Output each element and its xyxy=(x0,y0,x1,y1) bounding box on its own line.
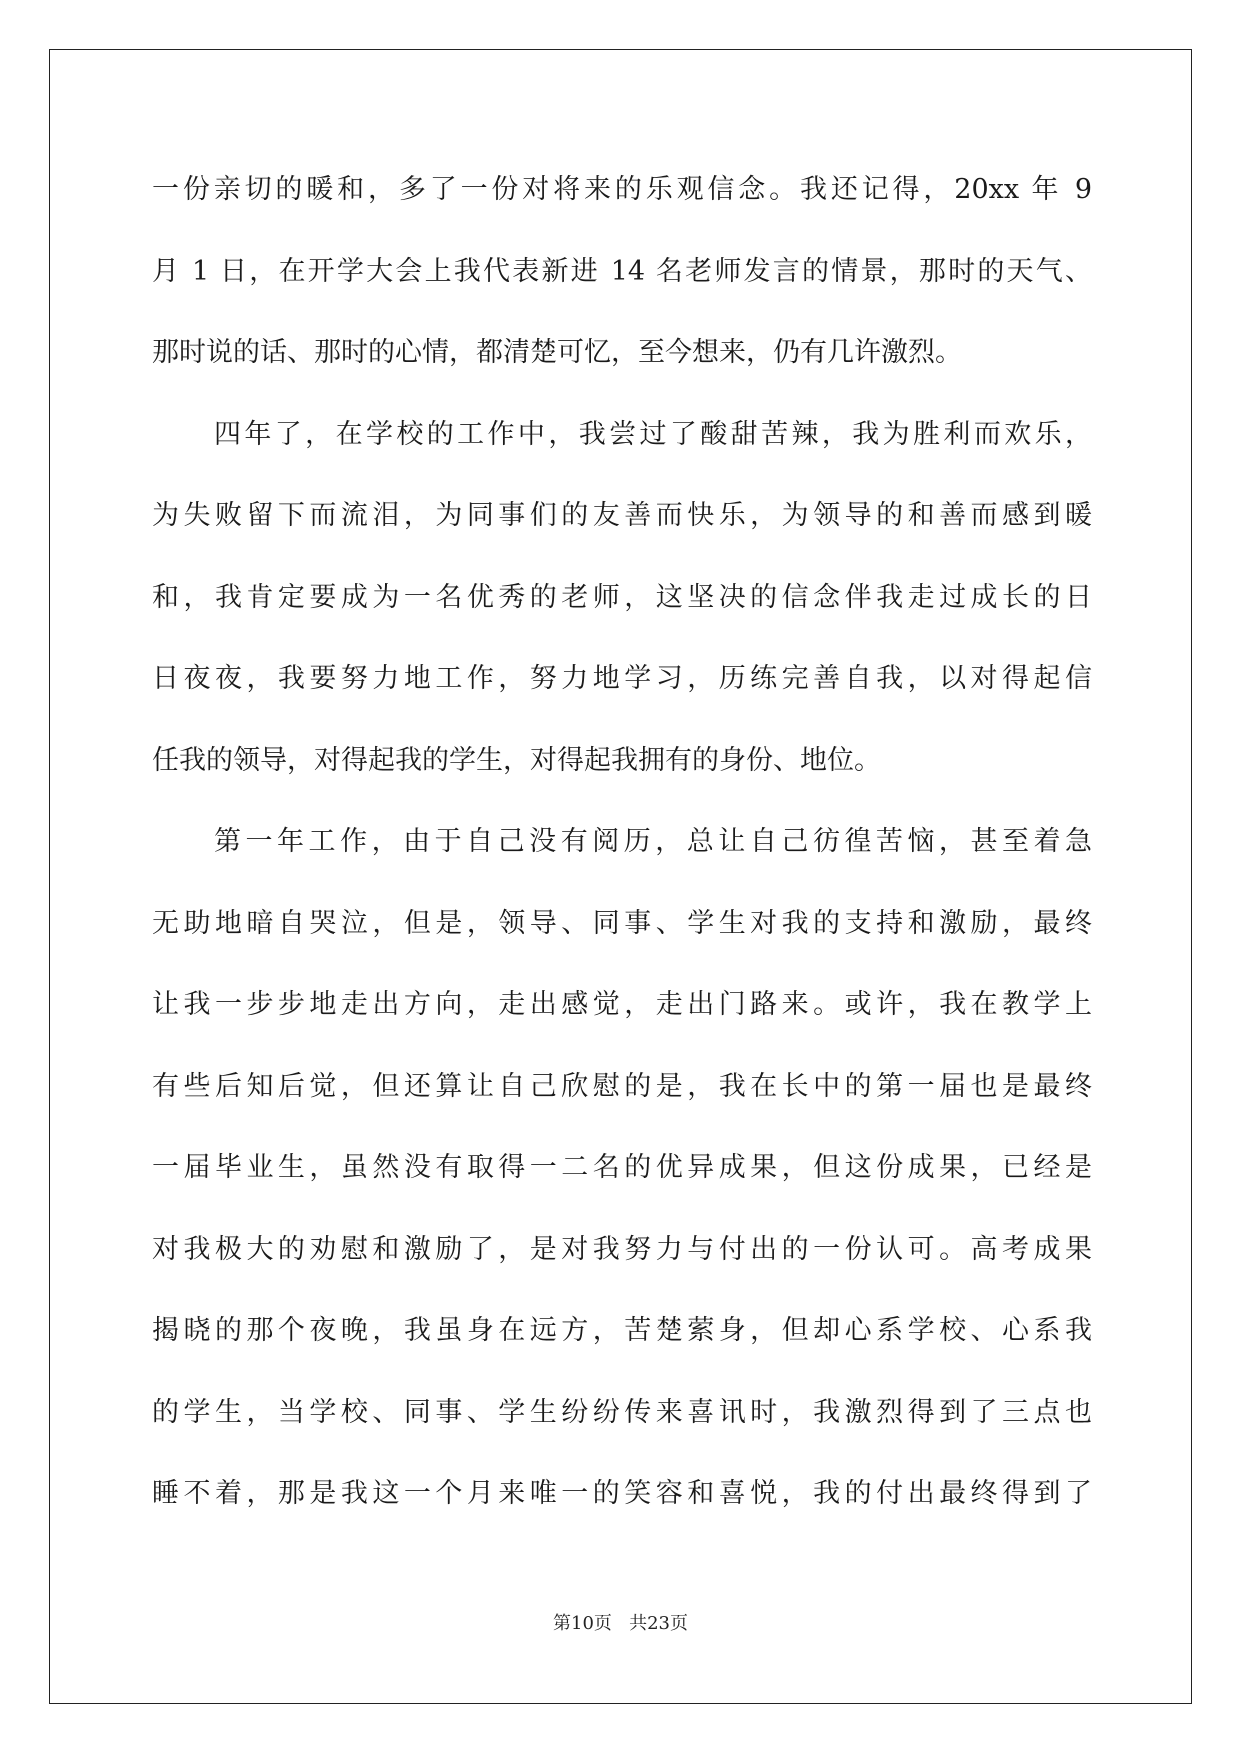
text-line: 四年了，在学校的工作中，我尝过了酸甜苦辣，我为胜利而欢乐， xyxy=(214,418,1092,450)
page-footer xyxy=(0,1609,1241,1635)
text-line: 任我的领导，对得起我的学生，对得起我拥有的身份、地位。 xyxy=(152,744,881,776)
text-line: 让我一步步地走出方向，走出感觉，走出门路来。或许，我在教学上 xyxy=(152,989,1092,1020)
text-line: 日夜夜，我要努力地工作，努力地学习，历练完善自我，以对得起信 xyxy=(152,663,1092,694)
text-line: 一届毕业生，虽然没有取得一二名的优异成果，但这份成果，已经是 xyxy=(152,1152,1092,1183)
text-line: 揭晓的那个夜晚，我虽身在远方，苦楚萦身，但却心系学校、心系我 xyxy=(152,1315,1092,1346)
text-line: 对我极大的劝慰和激励了，是对我努力与付出的一份认可。高考成果 xyxy=(152,1233,1092,1265)
text-line: 一份亲切的暖和，多了一份对将来的乐观信念。我还记得，20xx 年 9 xyxy=(152,174,1092,205)
text-line: 睡不着，那是我这一个月来唯一的笑容和喜悦，我的付出最终得到了 xyxy=(152,1478,1092,1509)
text-line: 和，我肯定要成为一名优秀的老师，这坚决的信念伴我走过成长的日 xyxy=(152,581,1092,613)
document-body xyxy=(152,160,1092,1546)
text-line: 为失败留下而流泪，为同事们的友善而快乐，为领导的和善而感到暖 xyxy=(152,500,1092,531)
text-line: 月 1 日，在开学大会上我代表新进 14 名老师发言的情景，那时的天气、 xyxy=(152,255,1092,287)
footer-spacer xyxy=(612,1613,629,1634)
total-pages: 共23页 xyxy=(629,1613,688,1634)
text-line: 的学生，当学校、同事、学生纷纷传来喜讯时，我激烈得到了三点也 xyxy=(152,1396,1092,1428)
text-line: 第一年工作，由于自己没有阅历，总让自己彷徨苦恼，甚至着急 xyxy=(214,826,1092,857)
text-line: 有些后知后觉，但还算让自己欣慰的是，我在长中的第一届也是最终 xyxy=(152,1070,1092,1102)
text-line: 无助地暗自哭泣，但是，领导、同事、学生对我的支持和激励，最终 xyxy=(152,907,1092,939)
page-number: 第10页 xyxy=(553,1613,612,1634)
text-line: 那时说的话、那时的心情，都清楚可忆，至今想来，仍有几许激烈。 xyxy=(152,337,962,368)
